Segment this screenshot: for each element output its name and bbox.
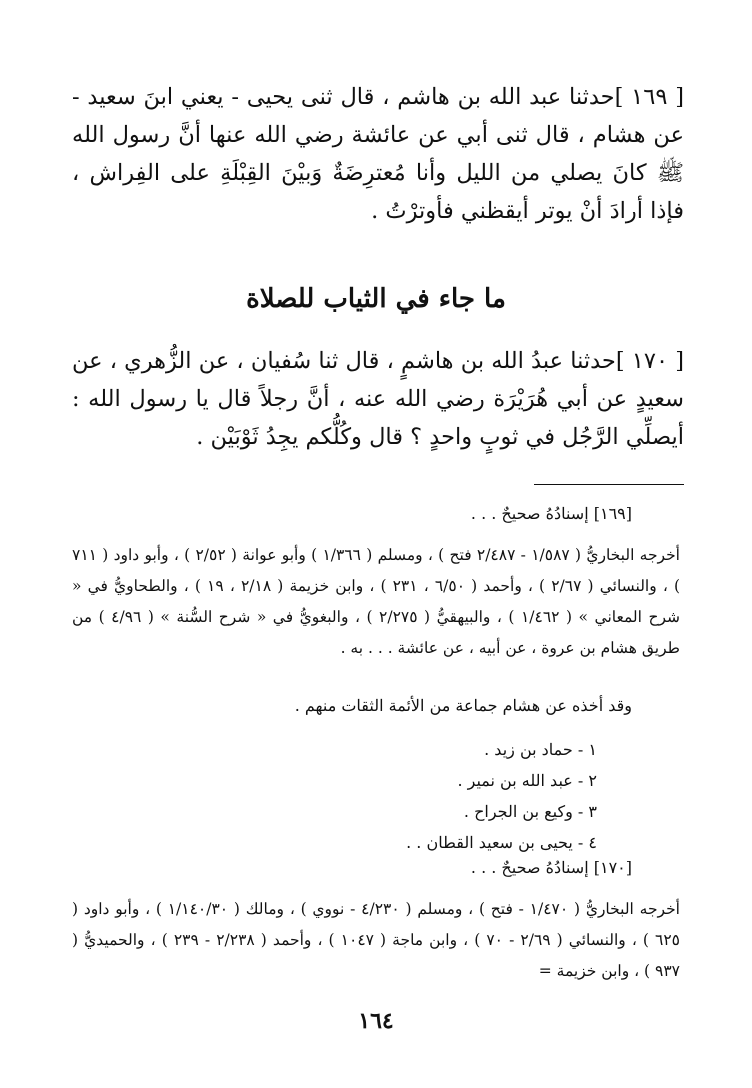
hadith-169 — [72, 78, 684, 230]
narrator-item: ٤ - يحيى بن سعيد القطان . . — [406, 833, 597, 852]
narrator-item: ١ - حماد بن زيد . — [484, 740, 597, 759]
footnote-169-heading: [١٦٩] إسنادُهُ صحيحٌ . . . — [470, 504, 632, 523]
hadith-169-text: حدثنا عبد الله بن هاشم ، قال ثنى يحيى - يعني ابنَ سعيد - عن هشام ، قال ثنى أبي عن عائشة رضي الله عنها أنَّ رسول الله ﷺ كانَ يصلي من الليل وأنا مُعترِضَةٌ وَبيْنَ القِبْلَةِ على الفِراش ، فإذا أرادَ أنْ يوتر أيقظني فأوترْتُ . — [72, 84, 684, 224]
section-heading: ما جاء في الثياب للصلاة — [246, 284, 506, 314]
hadith-170-number: [ ١٧٠ ] — [615, 348, 684, 374]
hadith-170 — [72, 342, 684, 456]
footnote-169-body: أخرجه البخاريُّ ( ١/٥٨٧ - ٢/٤٨٧ فتح ) ، ومسلم ( ١/٣٦٦ ) وأبو عوانة ( ٢/٥٢ ) ، وأبو داود ( ٧١١ ) ، والنسائي ( ٢/٦٧ ) ، وأحمد ( ٦/٥٠ ، ٢٣١ ) ، وابن خزيمة ( ٢/١٨ ، ١٩ ) ، والطحاويُّ في « شرح المعاني » ( ١/٤٦٢ ) ، والبيهقيُّ ( ٢/٢٧٥ ) ، والبغويُّ في « شرح السُّنة » ( ٤/٩٦ ) من طريق هشام بن عروة ، عن أبيه ، عن عائشة . . . به . — [72, 546, 681, 657]
footnote-170-heading: [١٧٠] إسنادُهُ صحيحٌ . . . — [470, 858, 632, 877]
footnote-170-body: أخرجه البخاريُّ ( ١/٤٧٠ - فتح ) ، ومسلم ( ٤/٢٣٠ - نووي ) ، ومالك ( ١/١٤٠/٣٠ ) ، وأبو داود ( ٦٢٥ ) ، والنسائي ( ٢/٦٩ - ٧٠ ) ، وابن ماجة ( ١٠٤٧ ) ، وأحمد ( ٢/٢٣٨ - ٢٣٩ ) ، والحميديُّ ( ٩٣٧ ) ، وابن خزيمة = — [72, 900, 681, 980]
footnote-169-note: وقد أخذه عن هشام جماعة من الأئمة الثقات منهم . — [294, 696, 632, 715]
hadith-169-number: [ ١٦٩ ] — [614, 84, 685, 110]
narrator-list — [406, 734, 597, 858]
narrator-item: ٢ - عبد الله بن نمير . — [457, 771, 597, 790]
footnote-divider — [534, 484, 684, 485]
narrator-item: ٣ - وكيع بن الجراح . — [463, 802, 597, 821]
hadith-170-text: حدثنا عبدُ الله بن هاشمٍ ، قال ثنا سُفيان ، عن الزُّهري ، عن سعيدٍ عن أبي هُرَيْرَة رضي الله عنه ، أنَّ رجلاً قال يا رسول الله : أيصلِّي الرَّجُل في ثوبٍ واحدٍ ؟ قال وكُلُّكم يجِدُ ثَوْبَيْن . — [72, 348, 684, 450]
page-number: ١٦٤ — [358, 1008, 394, 1034]
